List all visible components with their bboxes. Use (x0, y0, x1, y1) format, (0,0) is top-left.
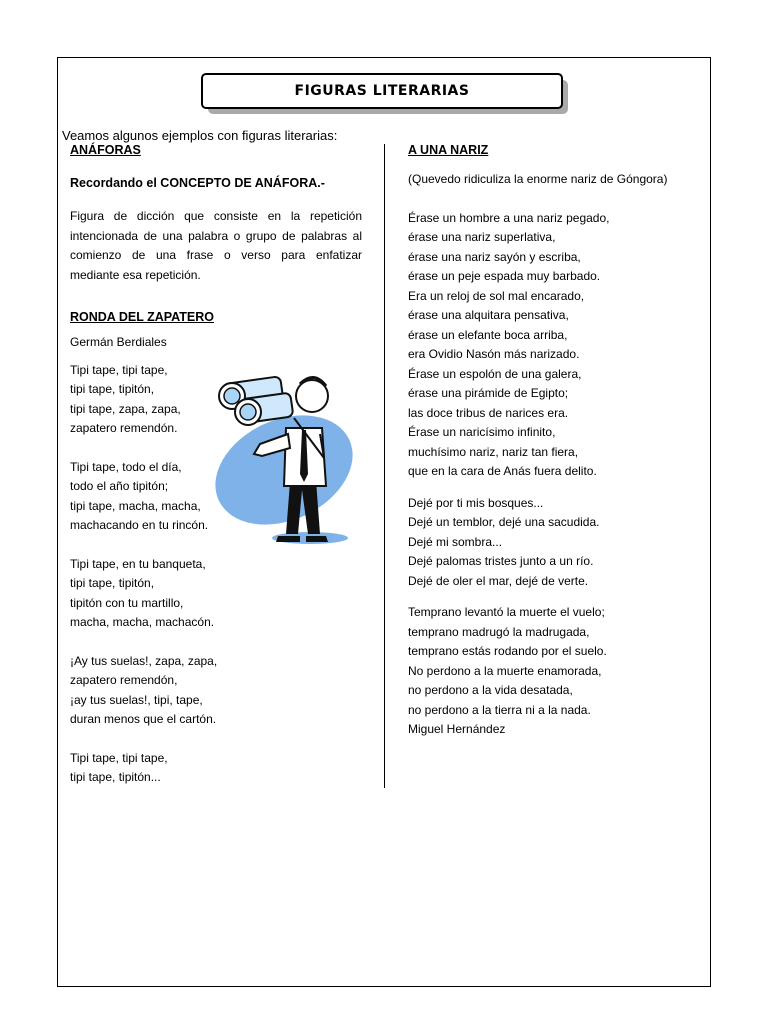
dejé-stanza (408, 494, 708, 592)
nariz-heading: A UNA NARIZ (408, 143, 489, 157)
man-with-binoculars-icon (214, 362, 354, 546)
poem-line: zapatero remendón. (70, 421, 178, 435)
poem-line: las doce tribus de narices era. (408, 405, 569, 420)
poem-line: érase un peje espada muy barbado. (408, 269, 601, 283)
nariz-note: (Quevedo ridiculiza la enorme nariz de Góngora) (408, 172, 668, 186)
poem-line: machacando en tu rincón. (70, 518, 209, 532)
page-title: FIGURAS LITERARIAS (294, 83, 470, 99)
poem-line: Érase un espolón de una galera, (408, 366, 582, 381)
poem-line: No perdono a la muerte enamorada, (408, 663, 602, 678)
poem-line: que en la cara de Anás fuera delito. (408, 464, 597, 478)
poem-line: tipi tape, tipitón... (70, 770, 161, 784)
definition-paragraph: Figura de dicción que consiste en la repetición intencionada de una palabra o grupo de palabras al comienzo de una frase o verso para enfatizar mediante esa repetición. (70, 209, 362, 282)
poem-line: Érase un naricísimo infinito, (408, 425, 556, 439)
poem-line: érase una nariz superlativa, (408, 230, 556, 244)
poem-line: tipi tape, tipitón, (70, 382, 155, 396)
poem-line: érase una alquitara pensativa, (408, 308, 569, 322)
poem-author: Germán Berdiales (70, 335, 167, 349)
anaforas-heading: ANÁFORAS (70, 143, 141, 157)
poem-line: ¡Ay tus suelas!, zapa, zapa, (70, 653, 218, 668)
poem-stanza (70, 555, 362, 633)
poem-line: Tipi tape, todo el día, (70, 459, 182, 474)
poem-line: Miguel Hernández (408, 722, 506, 736)
poem-line: duran menos que el cartón. (70, 712, 217, 726)
intro-text: Veamos algunos ejemplos con figuras literarias: (62, 128, 338, 143)
poem-line: Érase un hombre a una nariz pegado, (408, 210, 610, 225)
poem-line: érase una nariz sayón y escriba, (408, 249, 581, 264)
poem-line: Temprano levantó la muerte el vuelo; (408, 605, 605, 619)
title-box (201, 73, 563, 109)
poem-line: tipi tape, macha, macha, (70, 498, 201, 513)
poem-line: Dejé palomas tristes junto a un río. (408, 554, 594, 568)
poem-line: tipi tape, zapa, zapa, (70, 401, 181, 416)
poem-line: tipi tape, tipitón, (70, 576, 155, 590)
nariz-stanza (408, 209, 708, 482)
poem-line: muchísimo nariz, nariz tan fiera, (408, 444, 579, 459)
poem-line: Dejé de oler el mar, dejé de verte. (408, 573, 589, 588)
poem-line: tipitón con tu martillo, (70, 595, 184, 610)
poem-stanza (70, 749, 362, 788)
poem-line: Dejé mi sombra... (408, 534, 503, 549)
poem-line: érase una pirámide de Egipto; (408, 386, 569, 400)
poem-line: Tipi tape, tipi tape, (70, 362, 168, 377)
poem-line: érase un elefante boca arriba, (408, 327, 568, 342)
poem-line: ¡ay tus suelas!, tipi, tape, (70, 692, 203, 707)
poem-line: temprano madrugó la madrugada, (408, 624, 590, 639)
poem-line: Tipi tape, en tu banqueta, (70, 556, 206, 571)
poem-line: temprano estás rodando por el suelo. (408, 644, 607, 658)
poem-line: era Ovidio Nasón más narizado. (408, 347, 580, 361)
poem-line: no perdono a la tierra ni a la nada. (408, 702, 591, 717)
poem-line: Era un reloj de sol mal encarado, (408, 288, 585, 303)
temprano-stanza (408, 603, 708, 740)
right-column (408, 142, 708, 740)
poem-line: Tipi tape, tipi tape, (70, 750, 168, 765)
concept-subheading: Recordando el CONCEPTO DE ANÁFORA.- (70, 176, 325, 190)
poem-line: macha, macha, machacón. (70, 615, 215, 629)
poem-line: Dejé por ti mis bosques... (408, 495, 544, 510)
poem-line: no perdono a la vida desatada, (408, 683, 573, 697)
poem-line: todo el año tipitón; (70, 479, 169, 493)
poem-line: zapatero remendón, (70, 673, 178, 687)
poem-title: RONDA DEL ZAPATERO (70, 310, 214, 324)
poem-line: Dejé un temblor, dejé una sacudida. (408, 515, 600, 529)
column-divider (384, 144, 385, 788)
poem-stanza (70, 652, 362, 730)
